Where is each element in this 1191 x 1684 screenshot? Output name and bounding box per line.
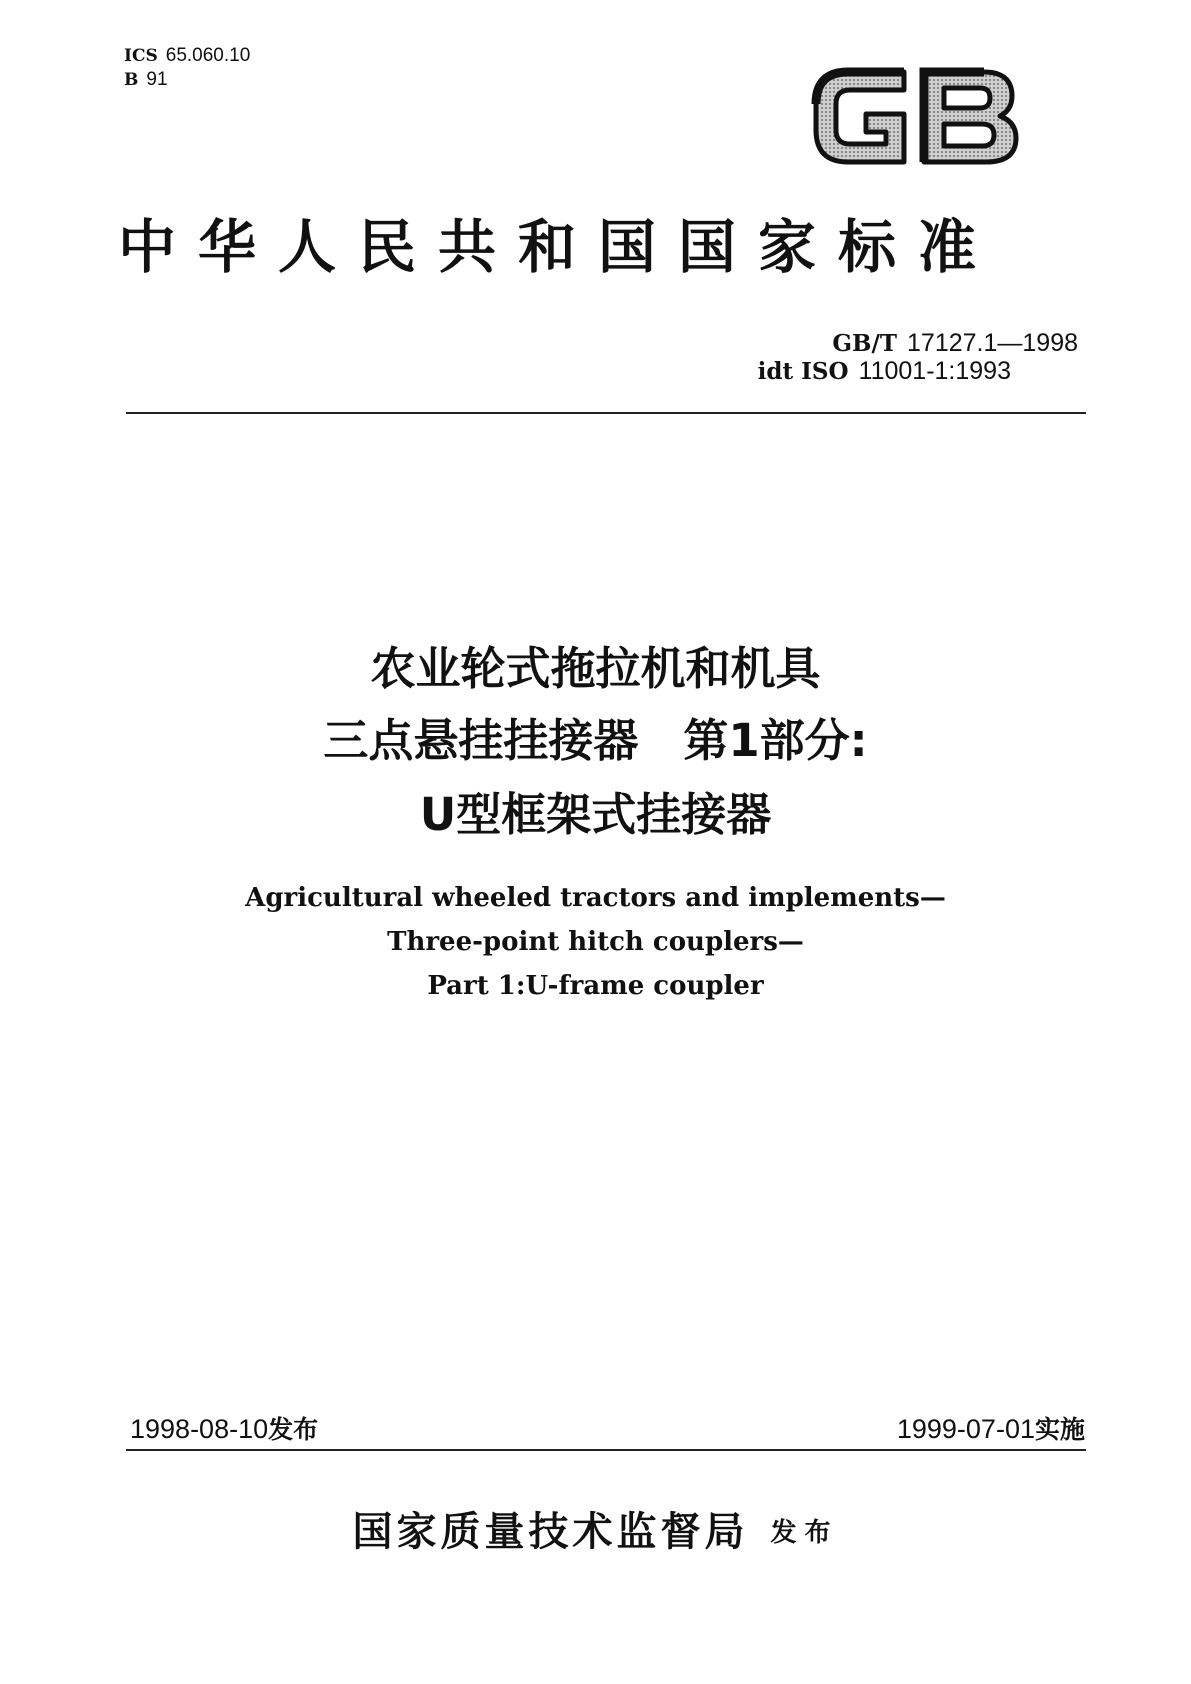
- top-divider: [126, 412, 1086, 414]
- issue-date-value: 1998-08-10: [130, 1414, 269, 1444]
- identical-standard-code: [758, 356, 1011, 387]
- standard-code: [832, 328, 1078, 359]
- implementation-date-value: 1999-07-01: [896, 1414, 1035, 1444]
- implementation-date: [897, 1412, 1085, 1447]
- title-en-line-2: Three-point hitch couplers—: [387, 927, 804, 957]
- standard-code-value: 17127.1—1998: [907, 329, 1078, 357]
- title-zh-line-1: 农业轮式拖拉机和机具: [370, 642, 821, 695]
- gb-logo-icon: [808, 58, 1022, 176]
- identical-standard-value: 11001-1:1993: [858, 357, 1011, 385]
- title-zh-line-2: 三点悬挂挂接器 第1部分:: [323, 714, 868, 767]
- publisher-name: 国家质量技术监督局: [352, 1508, 749, 1555]
- title-en-line-3: Part 1:U-frame coupler: [427, 971, 764, 1001]
- national-standard-title: 中华人民共和国国家标准: [118, 213, 999, 281]
- ccs-label: B: [124, 70, 139, 90]
- identical-standard-label: idt ISO: [757, 358, 849, 385]
- bottom-divider: [126, 1449, 1086, 1451]
- ics-label: ICS: [124, 46, 158, 66]
- implementation-date-label: 实施: [1034, 1415, 1085, 1444]
- ics-classification: [124, 44, 250, 67]
- standard-code-label: GB/T: [832, 330, 898, 357]
- ccs-classification: [124, 68, 168, 91]
- title-zh-line-3: U型框架式挂接器: [419, 788, 772, 841]
- publisher-action: 发布: [770, 1518, 839, 1548]
- ics-value: 65.060.10: [165, 45, 251, 66]
- title-en-line-1: Agricultural wheeled tractors and implements—: [245, 883, 946, 913]
- issue-date-label: 发布: [268, 1415, 319, 1444]
- issue-date: [130, 1412, 318, 1447]
- publisher: [0, 1500, 1191, 1557]
- ccs-value: 91: [146, 69, 168, 90]
